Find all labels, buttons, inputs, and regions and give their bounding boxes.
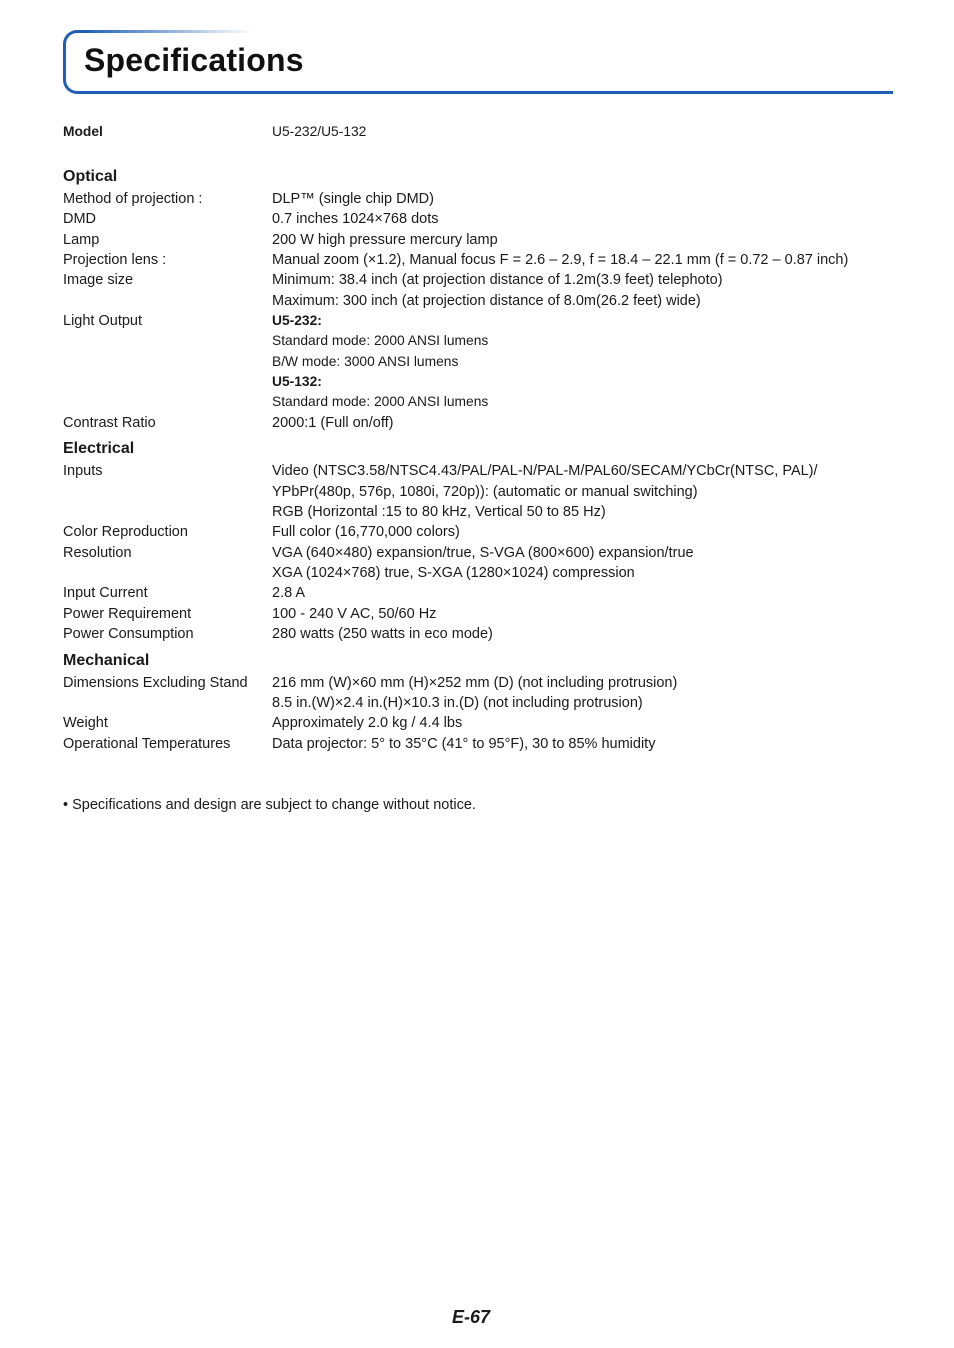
image-size-min: Minimum: 38.4 inch (at projection distance of 1.2m(3.9 feet) telephoto)	[272, 272, 723, 288]
image-size-max: Maximum: 300 inch (at projection distance of 8.0m(26.2 feet) wide)	[272, 293, 701, 309]
power-consumption-label: Power Consumption	[63, 626, 194, 642]
dimensions-mm: 216 mm (W)×60 mm (H)×252 mm (D) (not including protrusion)	[272, 675, 678, 691]
method-label: Method of projection :	[63, 191, 203, 207]
contrast-label: Contrast Ratio	[63, 415, 156, 431]
inputs-ypbpr: YPbPr(480p, 576p, 1080i, 720p)): (automatic or manual switching)	[272, 484, 698, 500]
lamp-label: Lamp	[63, 232, 100, 248]
dmd-label: DMD	[63, 211, 97, 227]
inputs-video: Video (NTSC3.58/NTSC4.43/PAL/PAL-N/PAL-M/PAL60/SECAM/YCbCr(NTSC, PAL)/	[272, 463, 818, 479]
resolution-value-2: XGA (1024×768) true, S-XGA (1280×1024) compression	[272, 565, 635, 581]
model-value: U5-232/U5-132	[272, 124, 367, 139]
image-size-label: Image size	[63, 272, 134, 288]
electrical-heading: Electrical	[63, 440, 135, 457]
input-current-label: Input Current	[63, 585, 148, 601]
power-requirement-value: 100 - 240 V AC, 50/60 Hz	[272, 606, 437, 622]
color-label: Color Reproduction	[63, 524, 188, 540]
mechanical-heading: Mechanical	[63, 652, 150, 669]
resolution-label: Resolution	[63, 545, 132, 561]
weight-value: Approximately 2.0 kg / 4.4 lbs	[272, 715, 463, 731]
light-u5232-heading: U5-232:	[272, 313, 322, 328]
optical-heading: Optical	[63, 168, 118, 185]
inputs-rgb: RGB (Horizontal :15 to 80 kHz, Vertical 50 to 85 Hz)	[272, 504, 606, 520]
light-u5232-bw: B/W mode: 3000 ANSI lumens	[272, 354, 459, 369]
lens-value: Manual zoom (×1.2), Manual focus F = 2.6 – 2.9, f = 18.4 – 22.1 mm (f = 0.72 – 0.87 inch)	[272, 252, 849, 268]
page-title: Specifications	[84, 42, 304, 78]
dimensions-inches: 8.5 in.(W)×2.4 in.(H)×10.3 in.(D) (not including protrusion)	[272, 695, 643, 711]
title-frame-bottom-rule	[83, 91, 893, 94]
inputs-label: Inputs	[63, 463, 103, 479]
color-value: Full color (16,770,000 colors)	[272, 524, 460, 540]
dimensions-label: Dimensions Excluding Stand	[63, 675, 248, 691]
method-value: DLP™ (single chip DMD)	[272, 191, 434, 207]
light-u5232-standard: Standard mode: 2000 ANSI lumens	[272, 333, 489, 348]
title-frame-top-border	[83, 30, 253, 33]
page-number: E-67	[452, 1307, 491, 1327]
lens-label: Projection lens :	[63, 252, 167, 268]
input-current-value: 2.8 A	[272, 585, 306, 601]
light-u5132-heading: U5-132:	[272, 374, 322, 389]
light-u5132-standard: Standard mode: 2000 ANSI lumens	[272, 394, 489, 409]
temperatures-value: Data projector: 5° to 35°C (41° to 95°F), 30 to 85% humidity	[272, 736, 656, 752]
power-requirement-label: Power Requirement	[63, 606, 192, 622]
model-label: Model	[63, 124, 103, 139]
contrast-value: 2000:1 (Full on/off)	[272, 415, 394, 431]
resolution-value-1: VGA (640×480) expansion/true, S-VGA (800×600) expansion/true	[272, 545, 694, 561]
dmd-value: 0.7 inches 1024×768 dots	[272, 211, 439, 227]
weight-label: Weight	[63, 715, 108, 731]
power-consumption-value: 280 watts (250 watts in eco mode)	[272, 626, 493, 642]
light-output-label: Light Output	[63, 313, 142, 329]
temperatures-label: Operational Temperatures	[63, 736, 231, 752]
change-notice: • Specifications and design are subject to change without notice.	[63, 797, 476, 813]
lamp-value: 200 W high pressure mercury lamp	[272, 232, 498, 248]
